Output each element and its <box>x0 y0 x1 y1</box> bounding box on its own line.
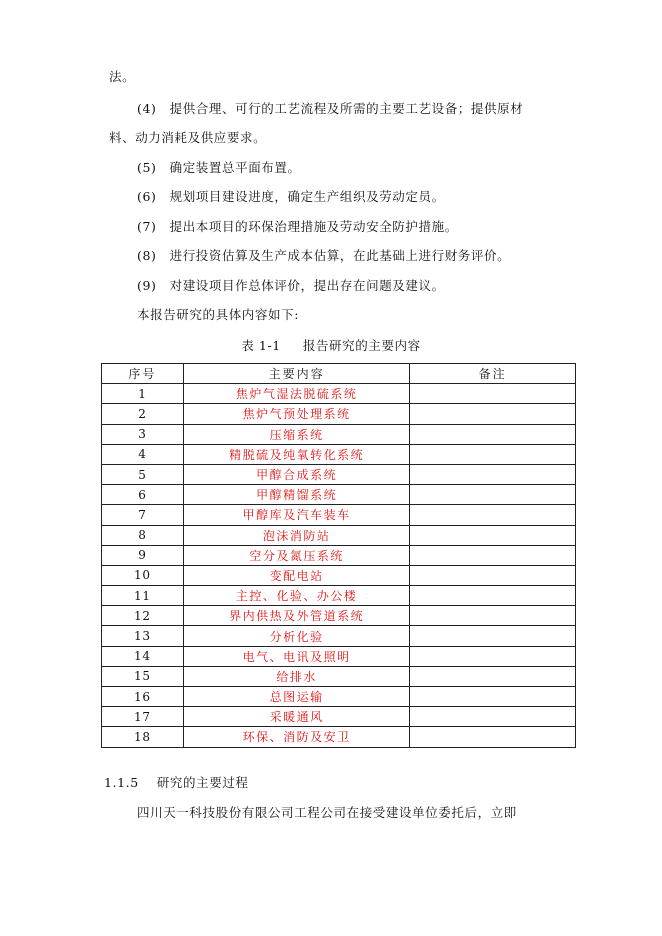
table-row <box>102 586 576 606</box>
row-content: 精脱硫及纯氧转化系统 <box>183 444 410 464</box>
item-6: (6) 规划项目建设进度，确定生产组织及劳动定员。 <box>137 189 445 204</box>
row-note <box>410 525 576 545</box>
row-index: 16 <box>102 687 184 707</box>
table-intro: 本报告研究的具体内容如下: <box>137 307 300 322</box>
row-content: 甲醇精馏系统 <box>183 485 410 505</box>
row-index: 18 <box>102 727 184 747</box>
row-content: 界内供热及外管道系统 <box>183 606 410 626</box>
table-row <box>102 565 576 585</box>
item-7: (7) 提出本项目的环保治理措施及劳动安全防护措施。 <box>137 219 458 234</box>
section-heading <box>104 773 249 791</box>
row-note <box>410 646 576 666</box>
row-index: 8 <box>102 525 184 545</box>
section-number: 1.1.5 <box>104 775 139 790</box>
row-index: 10 <box>102 565 184 585</box>
row-content: 给排水 <box>183 666 410 686</box>
row-content: 环保、消防及安卫 <box>183 727 410 747</box>
row-content: 采暖通风 <box>183 707 410 727</box>
item-9: (9) 对建设项目作总体评价，提出存在问题及建议。 <box>137 278 445 293</box>
row-index: 11 <box>102 586 184 606</box>
last-paragraph: 四川天一科技股份有限公司工程公司在接受建设单位委托后，立即 <box>137 805 517 820</box>
row-note <box>410 687 576 707</box>
row-index: 7 <box>102 505 184 525</box>
row-content: 空分及氮压系统 <box>183 545 410 565</box>
table-row <box>102 404 576 424</box>
table-row <box>102 606 576 626</box>
row-index: 1 <box>102 384 184 404</box>
table-row <box>102 646 576 666</box>
row-note <box>410 444 576 464</box>
row-index: 4 <box>102 444 184 464</box>
paragraph-end: 法。 <box>109 69 136 84</box>
row-note <box>410 707 576 727</box>
section-title: 研究的主要过程 <box>156 775 249 790</box>
row-index: 13 <box>102 626 184 646</box>
row-note <box>410 505 576 525</box>
row-content: 焦炉气湿法脱硫系统 <box>183 384 410 404</box>
row-index: 15 <box>102 666 184 686</box>
row-note <box>410 586 576 606</box>
table-row <box>102 485 576 505</box>
row-content: 甲醇合成系统 <box>183 464 410 484</box>
header-content: 主要内容 <box>183 364 410 384</box>
row-content: 压缩系统 <box>183 424 410 444</box>
header-index: 序号 <box>102 364 184 384</box>
row-content: 变配电站 <box>183 565 410 585</box>
row-note <box>410 545 576 565</box>
row-content: 总图运输 <box>183 687 410 707</box>
item-4-line-1: (4) 提供合理、可行的工艺流程及所需的主要工艺设备；提供原材 <box>137 101 524 116</box>
table-row <box>102 424 576 444</box>
table-row <box>102 444 576 464</box>
row-note <box>410 626 576 646</box>
row-index: 12 <box>102 606 184 626</box>
row-index: 5 <box>102 464 184 484</box>
item-8: (8) 进行投资估算及生产成本估算，在此基础上进行财务评价。 <box>137 248 511 263</box>
table-row <box>102 525 576 545</box>
item-4-line-2: 料、动力消耗及供应要求。 <box>109 130 267 145</box>
table-caption <box>0 336 662 354</box>
row-note <box>410 404 576 424</box>
row-content: 主控、化验、办公楼 <box>183 586 410 606</box>
row-content: 分析化验 <box>183 626 410 646</box>
table-row <box>102 505 576 525</box>
table-row <box>102 687 576 707</box>
table-caption-number: 表 1-1 <box>241 338 281 353</box>
row-note <box>410 727 576 747</box>
row-note <box>410 485 576 505</box>
row-note <box>410 666 576 686</box>
row-index: 3 <box>102 424 184 444</box>
table-header-row <box>102 364 576 384</box>
table-row <box>102 707 576 727</box>
table-body <box>102 384 576 747</box>
row-content: 甲醇库及汽车装车 <box>183 505 410 525</box>
table-caption-title: 报告研究的主要内容 <box>302 338 421 353</box>
table-row <box>102 727 576 747</box>
row-index: 14 <box>102 646 184 666</box>
row-note <box>410 565 576 585</box>
row-index: 17 <box>102 707 184 727</box>
row-content: 焦炉气预处理系统 <box>183 404 410 424</box>
row-index: 2 <box>102 404 184 424</box>
row-note <box>410 606 576 626</box>
row-index: 9 <box>102 545 184 565</box>
item-5: (5) 确定装置总平面布置。 <box>137 160 301 175</box>
table-row <box>102 626 576 646</box>
row-note <box>410 424 576 444</box>
row-index: 6 <box>102 485 184 505</box>
row-note <box>410 384 576 404</box>
table-row <box>102 464 576 484</box>
table-row <box>102 666 576 686</box>
table-row <box>102 545 576 565</box>
row-content: 电气、电讯及照明 <box>183 646 410 666</box>
table-row <box>102 384 576 404</box>
content-table <box>101 363 576 748</box>
header-note: 备注 <box>410 364 576 384</box>
row-content: 泡沫消防站 <box>183 525 410 545</box>
row-note <box>410 464 576 484</box>
